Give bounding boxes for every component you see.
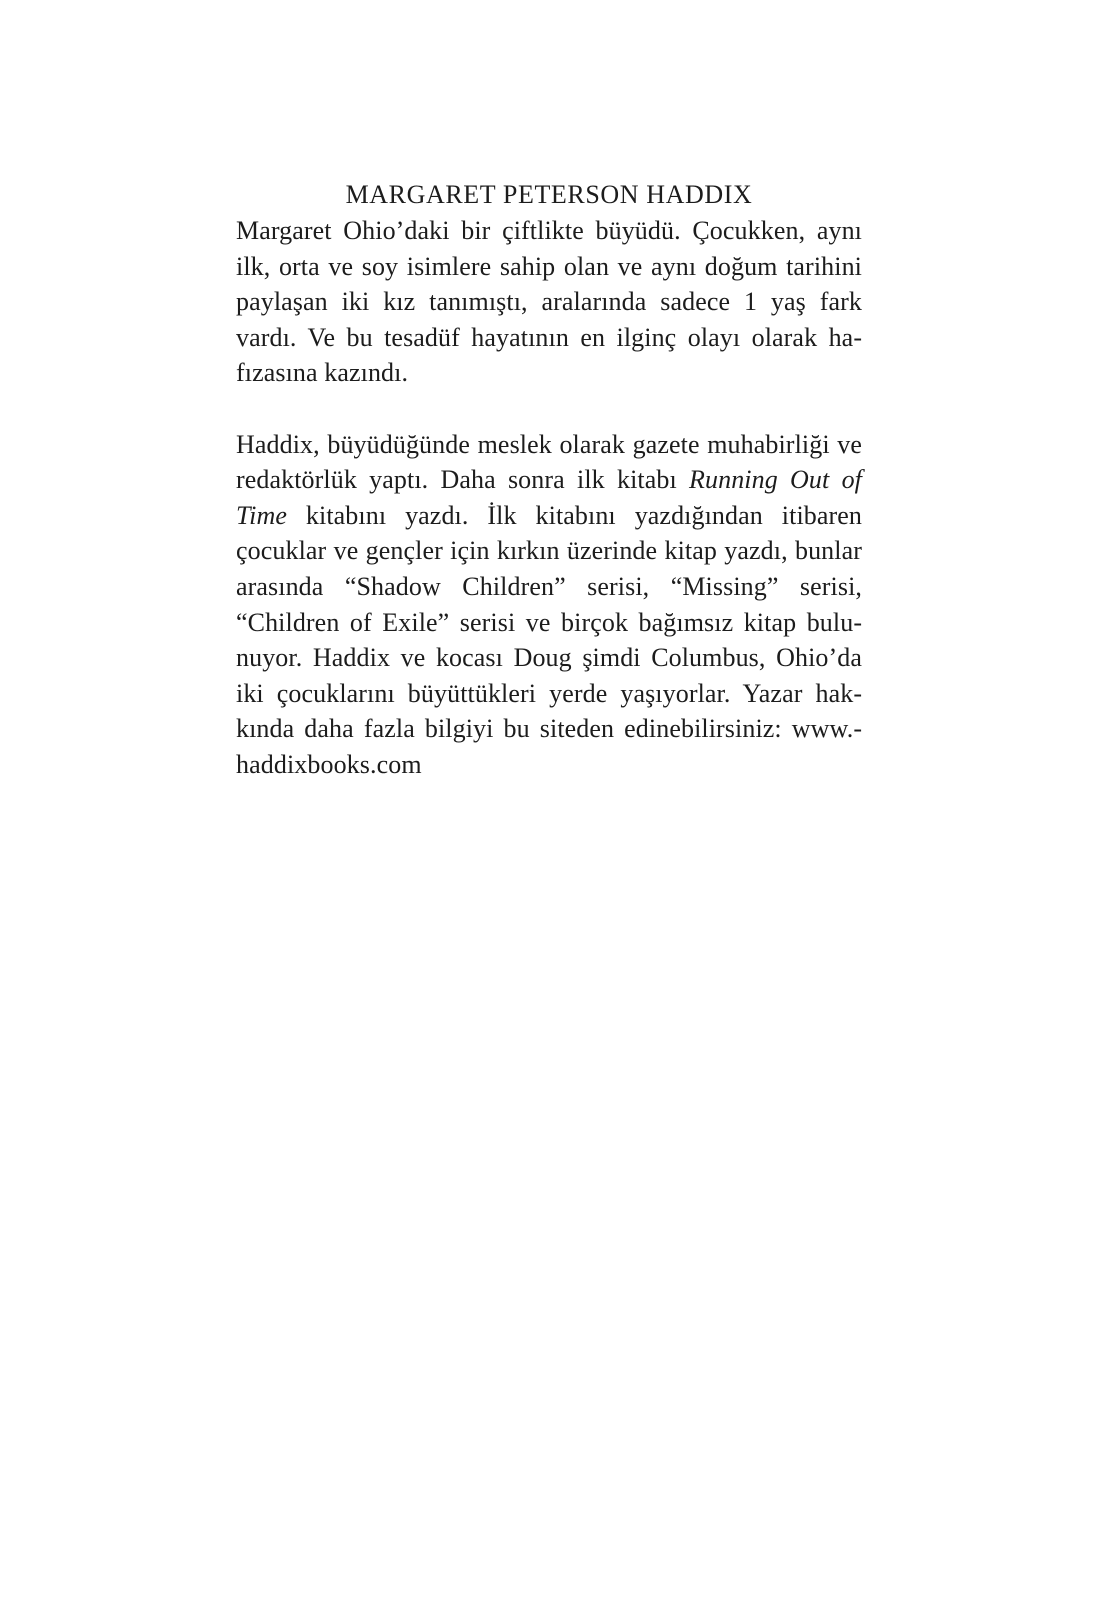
author-bio: [236, 177, 862, 783]
bio-paragraph-childhood: Margaret Ohio’daki bir çiftlikte büyüdü. Çocukken, aynı ilk, orta ve soy isimlere sahip olan ve aynı doğum tarihini paylaşan iki kız tanımıştı, aralarında sadece 1 yaş fark vardı. Ve bu tesadüf hayatının en ilginç olayı olarak hafızasına kazındı.: [236, 216, 862, 388]
career-text-end: kitabını yazdı. İlk kitabını yazdığından itibaren çocuklar ve gençler için kırkın üzerinde kitap yazdı, bunlar arasında “Shadow Children” serisi, “Missing” serisi, “Children of Exile” serisi ve birçok bağımsız kitap bulunuyor. Haddix ve kocası Doug şimdi Columbus, Ohio’da iki çocuklarını büyüttükleri yerde yaşıyorlar. Yazar hakkında daha fazla bilgiyi bu siteden edinebilirsiniz: www.haddixbooks.com: [236, 500, 862, 779]
bio-paragraph-career: [236, 427, 862, 783]
career-text-start: Haddix, büyüdüğünde meslek olarak gazete muhabirliği ve redaktörlük yaptı. Daha sonra ilk kitabı: [236, 429, 862, 495]
book-title-running-out-of-time: Running Out of Time: [236, 465, 862, 530]
author-name-heading: MARGARET PETERSON HADDIX: [345, 180, 753, 209]
